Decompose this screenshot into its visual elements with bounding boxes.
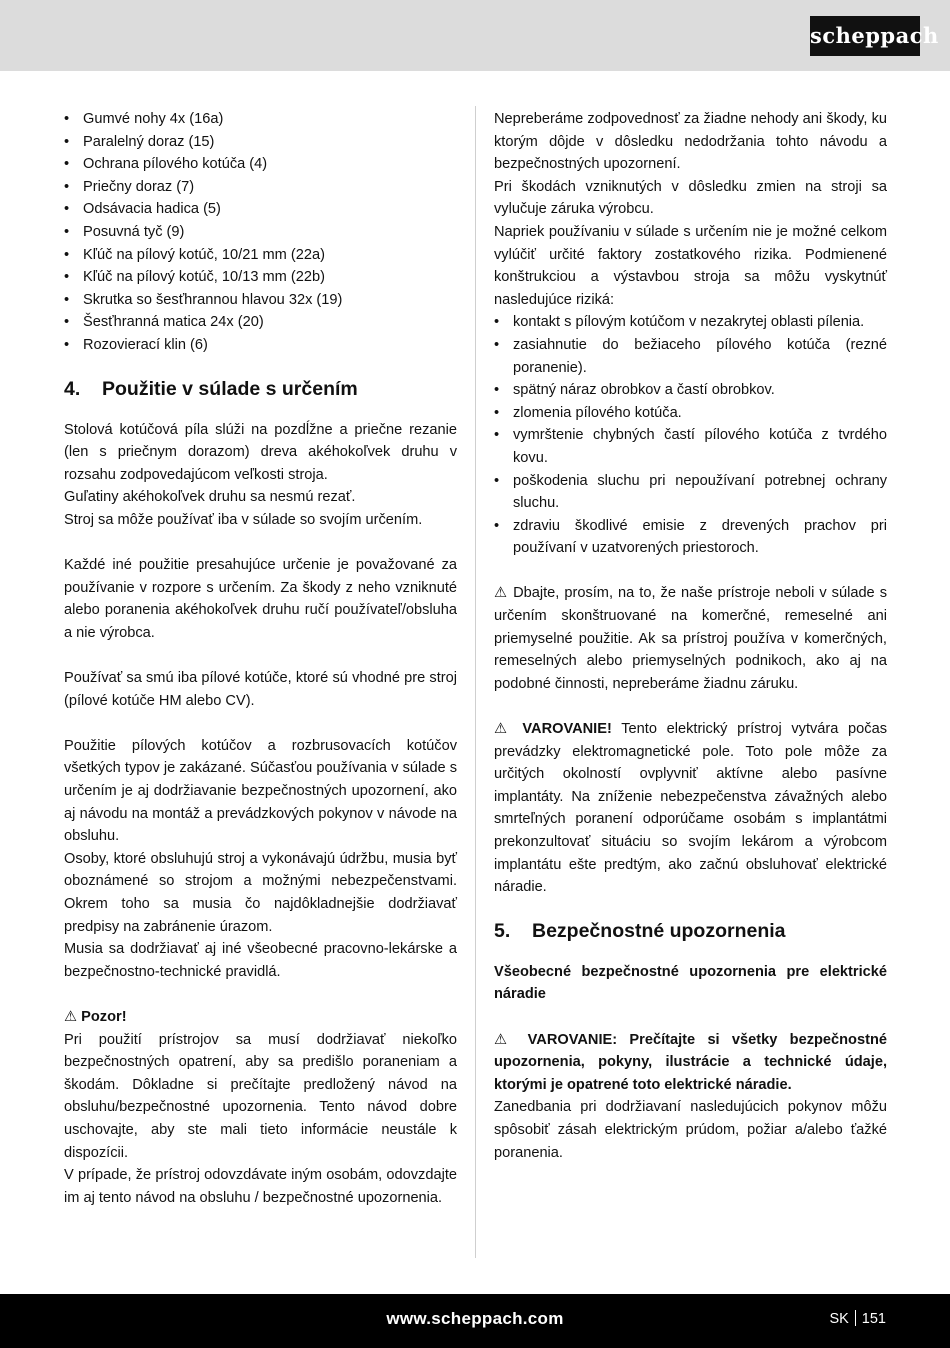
list-item: • Priečny doraz (7) — [64, 176, 457, 199]
paragraph: V prípade, že prístroj odovzdávate iným osobám, odovzdajte im aj tento návod na obsluhu / bezpečnostné upozornenia. — [64, 1167, 457, 1206]
section-number: 4. — [64, 377, 81, 400]
website-link[interactable]: www.scheppach.com — [386, 1309, 564, 1328]
caution-label: Pozor! — [81, 1008, 127, 1025]
list-item: • Skrutka so šesťhrannou hlavou 32x (19) — [64, 289, 457, 312]
list-item: • zasiahnutie do bežiaceho pílového kotúča (rezné poranenie). — [494, 334, 887, 379]
list-item: • Šesťhranná matica 24x (20) — [64, 311, 457, 334]
warning-triangle-icon: ⚠ — [494, 1031, 516, 1048]
risk-list — [494, 311, 887, 560]
language-code: SK — [829, 1311, 849, 1327]
footer-separator — [855, 1310, 856, 1326]
list-item: • spätný náraz obrobkov a častí obrobkov. — [494, 379, 887, 402]
paragraph: Stolová kotúčová píla slúži na pozdĺžne a priečne rezanie (len s priečnym dorazom) dreva akéhokoľvek druhu v rozsahu zodpovedajúcom veľkosti stroja. — [64, 421, 457, 483]
list-item: • Odsávacia hadica (5) — [64, 198, 457, 221]
paragraph: Zanedbania pri dodržiavaní nasledujúcich pokynov môžu spôsobiť zásah elektrickým prúdom, požiar a/alebo ťažké poranenia. — [494, 1099, 887, 1161]
paragraph: Každé iné použitie presahujúce určenie je považované za používanie v rozpore s určením. Za škody z neho vzniknuté alebo poranenia akéhokoľvek druhu ručí používateľ/obsluha a nie výrobca. — [64, 557, 457, 641]
page-indicator — [829, 1310, 886, 1327]
list-item: • zlomenia pílového kotúča. — [494, 402, 887, 425]
subheading: Všeobecné bezpečnostné upozornenia pre elektrické náradie — [494, 963, 887, 1003]
paragraph: Guľatiny akéhokoľvek druhu sa nesmú rezať. — [64, 489, 356, 506]
list-item: • Kľúč na pílový kotúč, 10/21 mm (22a) — [64, 244, 457, 267]
list-item: • zdraviu škodlivé emisie z drevených prachov pri používaní v uzatvorených priestoroch. — [494, 515, 887, 560]
section-4-heading — [64, 375, 457, 403]
paragraph: Pri škodách vzniknutých v dôsledku zmien na stroji sa vylučuje záruka výrobcu. — [494, 178, 887, 218]
footer-bar — [0, 1294, 950, 1348]
list-item: • Rozovierací klin (6) — [64, 334, 457, 357]
list-item: • kontakt s pílovým kotúčom v nezakrytej oblasti pílenia. — [494, 311, 887, 334]
paragraph: Pri použití prístrojov sa musí dodržiavať niekoľko bezpečnostných opatrení, aby sa predišlo poraneniam a škodám. Dôkladne si prečítajte predložený návod na obsluhu/bezpečnostné upozornenia. Tento návod dobre uschovajte, aby ste mali tieto informácie neustále k dispozícii. — [64, 1031, 457, 1161]
column-divider — [475, 106, 476, 1258]
warning-triangle-icon: ⚠ — [64, 1008, 78, 1025]
section-5-heading — [494, 917, 887, 945]
brand-logo: scheppach — [810, 16, 920, 56]
warning-label: VAROVANIE! — [522, 721, 612, 738]
section-title: Bezpečnostné upozornenia — [532, 919, 786, 942]
bold-warning-text: VAROVANIE: Prečítajte si všetky bezpečnostné upozornenia, pokyny, ilustrácie a technické údaje, ktorými je opatrené toto elektrické náradie. — [494, 1031, 887, 1093]
caution-heading — [64, 1006, 457, 1029]
parts-list — [64, 108, 457, 357]
notice-text: Dbajte, prosím, na to, že naše prístroje neboli v súlade s určením skonštruované na komerčné, remeselné ani priemyselné použitie. Ak sa prístroj používa v komerčných, remeselných alebo priemyselných podnikoch, ako aj na podobné činnosti, nepreberáme žiadnu záruku. — [494, 585, 887, 692]
list-item: • vymrštenie chybných častí pílového kotúča z tvrdého kovu. — [494, 424, 887, 469]
warning-triangle-icon: ⚠ — [494, 585, 509, 602]
paragraph: Osoby, ktoré obsluhujú stroj a vykonávajú údržbu, musia byť oboznámené so strojom a možnými nebezpečenstvami. Okrem toho sa musia čo najdôkladnejšie dodržiavať predpisy na zabránenie úrazom. — [64, 850, 457, 935]
paragraph: Nepreberáme zodpovednosť za žiadne nehody ani škody, ku ktorým dôjde v dôsledku nedodržania tohto návodu a bezpečnostných upozornení. — [494, 111, 887, 173]
bold-warning — [494, 1029, 887, 1097]
notice-paragraph — [494, 582, 887, 695]
list-item: • Paralelný doraz (15) — [64, 131, 457, 154]
section-title: Použitie v súlade s určením — [102, 377, 358, 400]
paragraph: Musia sa dodržiavať aj iné všeobecné pracovno-lekárske a bezpečnostno-technické pravidlá. — [64, 941, 457, 980]
paragraph: Napriek používaniu v súlade s určením nie je možné celkom vylúčiť určité faktory zostatkového rizika. Podmienené konštrukciou a výstavbou stroja sa môžu vyskytnúť nasledujúce riziká: — [494, 223, 887, 308]
warning-paragraph — [494, 718, 887, 899]
list-item: • Kľúč na pílový kotúč, 10/13 mm (22b) — [64, 266, 457, 289]
list-item: • poškodenia sluchu pri nepoužívaní potrebnej ochrany sluchu. — [494, 470, 887, 515]
right-column — [494, 108, 887, 1164]
warning-triangle-icon: ⚠ — [494, 721, 513, 738]
paragraph: Používať sa smú iba pílové kotúče, ktoré sú vhodné pre stroj (pílové kotúče HM alebo CV). — [64, 670, 457, 709]
warning-text: Tento elektrický prístroj vytvára počas prevádzky elektromagnetické pole. Toto pole môže za určitých okolností ovplyvniť aktívne alebo pasívne implantáty. Na zníženie nebezpečenstva závažných alebo smrteľných poranení odporúčame osobám s implantátmi prekonzultovať situáciu so svojím lekárom a výrobcom implantátu ešte predtým, ako začnú obsluhovať elektrické náradie. — [494, 721, 887, 896]
list-item: • Posuvná tyč (9) — [64, 221, 457, 244]
page-number: 151 — [861, 1311, 886, 1327]
left-column — [64, 108, 457, 1209]
paragraph: Použitie pílových kotúčov a rozbrusovacích kotúčov všetkých typov je zakázané. Súčasťou používania v súlade s určením je aj dodržiavanie bezpečnostných upozornení, ako aj návodu na montáž a prevádzkových pokynov v návode na obsluhu. — [64, 737, 457, 845]
list-item: • Ochrana pílového kotúča (4) — [64, 153, 457, 176]
list-item: • Gumvé nohy 4x (16a) — [64, 108, 457, 131]
paragraph: Stroj sa môže používať iba v súlade so svojím určením. — [64, 511, 423, 528]
header-band — [0, 0, 950, 71]
section-number: 5. — [494, 919, 511, 942]
